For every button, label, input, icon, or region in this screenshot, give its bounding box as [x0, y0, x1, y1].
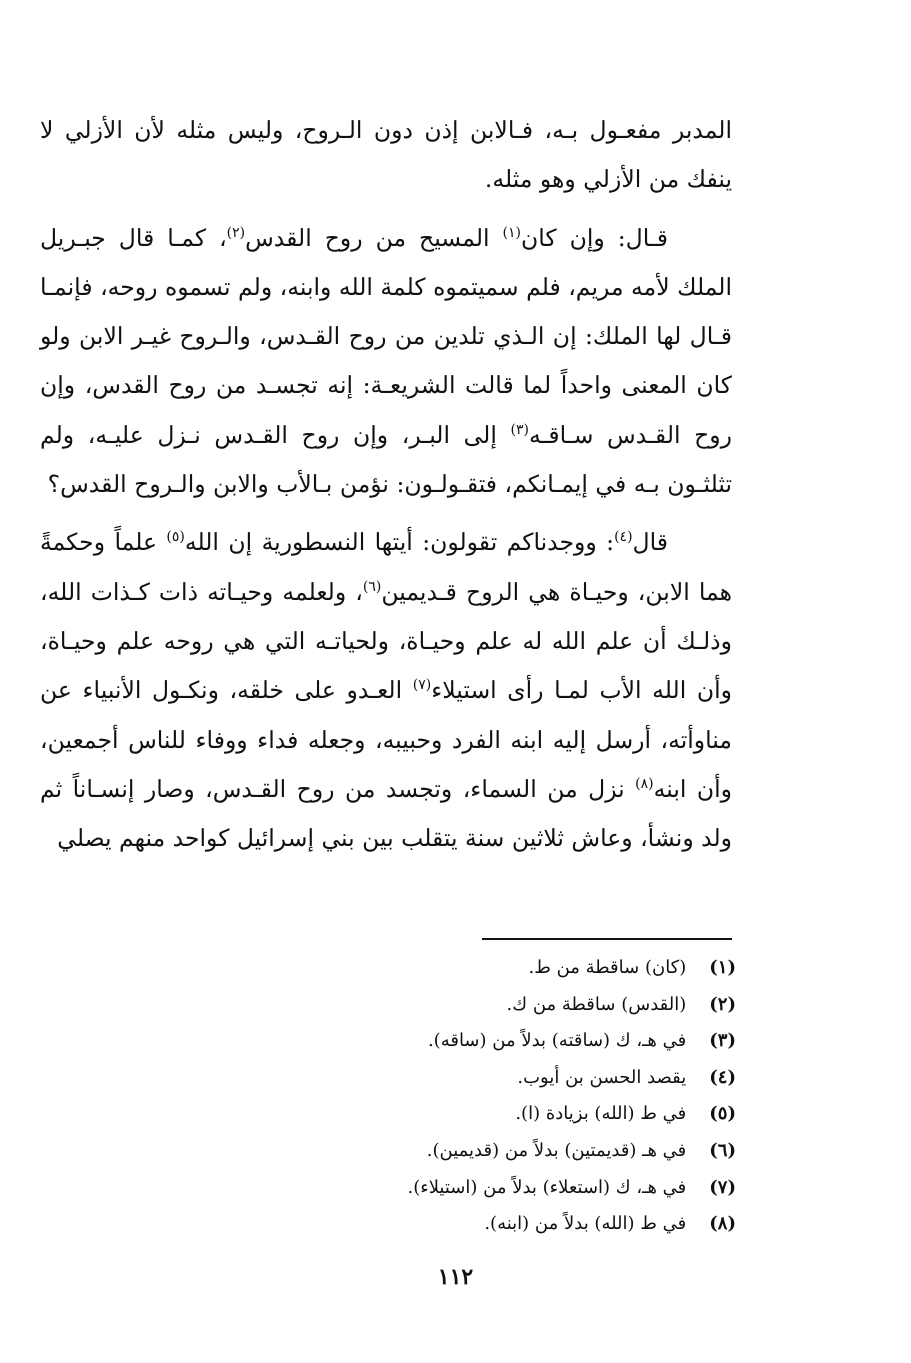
text-run: المسيح من روح القدس	[245, 223, 503, 252]
footnote-ref: (٨)	[635, 776, 654, 793]
footnote-item	[300, 1060, 736, 1097]
footnote-text: في ط (الله) بدلاً من (ابنه).	[484, 1213, 687, 1235]
main-text	[40, 106, 732, 863]
footnote-ref: (٧)	[412, 677, 432, 694]
footnote-ref: (٦)	[362, 578, 382, 595]
paragraph-3	[40, 518, 732, 863]
text-run: علماً وحكمةً هما الابن، وحيـاة هي الروح قـديمين	[40, 528, 732, 606]
footnote-divider	[482, 938, 732, 940]
footnote-text: يقصد الحسن بن أيوب.	[517, 1066, 687, 1088]
text-run: إلى البـر، وإن روح القـدس نـزل عليـه، ولم تثلثـون بـه في إيمـانكم، فتقـولـون: نؤمن بـالأب والابن والـروح القدس؟	[40, 420, 732, 499]
page-number: ١١٢	[437, 1264, 474, 1290]
footnote-number: (٢)	[709, 993, 736, 1015]
footnote-ref: (٤)	[614, 529, 633, 546]
footnote-text: (القدس) ساقطة من ك.	[506, 993, 687, 1015]
footnote-number: (٣)	[709, 1030, 736, 1052]
footnote-text: (كان) ساقطة من ط.	[528, 957, 687, 978]
footnotes	[300, 950, 736, 1243]
footnote-item	[300, 1096, 736, 1133]
paragraph-2	[40, 214, 732, 510]
footnote-number: (٦)	[709, 1139, 736, 1161]
footnote-number: (٧)	[709, 1176, 736, 1198]
footnote-number: (٤)	[709, 1066, 736, 1088]
footnote-item	[300, 1133, 736, 1170]
text-run: : ووجدناكم تقولون: أيتها النسطورية إن الله	[184, 528, 615, 557]
footnote-text: في ط (الله) بزيادة (ا).	[515, 1103, 687, 1125]
footnote-item	[300, 987, 736, 1024]
footnote-ref: (٢)	[226, 224, 246, 241]
paragraph-1	[40, 106, 732, 205]
footnote-text: في هـ، ك (ساقته) بدلاً من (ساقه).	[427, 1030, 687, 1052]
text-run: العـدو على خلقه، ونكـول الأنبياء عن مناوأته، أرسل إليه ابنه الفرد وحبيبه، وجعله فداء ووفاء للناس أجمعين، وأن ابنه	[40, 676, 732, 803]
text-run: المدبر مفعـول بـه، فـالابن إذن دون الـروح، وليس مثله لأن الأزلي لا ينفك من الأزلي وهو مثله.	[40, 116, 732, 194]
footnote-item	[300, 950, 736, 987]
footnote-item	[300, 1023, 736, 1060]
footnote-ref: (١)	[502, 224, 521, 241]
footnote-text: في هـ (قديمتين) بدلاً من (قديمين).	[426, 1139, 687, 1161]
footnote-number: (٨)	[709, 1213, 736, 1235]
footnote-number: (٥)	[709, 1103, 736, 1125]
footnote-ref: (٥)	[166, 529, 185, 546]
text-run: ، ولعلمه وحيـاته ذات كـذات الله، وذلـك أن علم الله له علم وحيـاة، ولحياتـه التي هي روحه علم وحيـاة، وأن الله الأب لمـا رأى استيلاء	[40, 577, 732, 705]
text-run: قـال: وإن كان	[521, 223, 668, 252]
footnote-number: (١)	[709, 957, 736, 978]
text-run: قال	[632, 528, 669, 557]
footnote-item	[300, 1206, 736, 1243]
footnote-item	[300, 1170, 736, 1207]
text-run: نزل من السماء، وتجسد من روح القـدس، وصار إنسـاناً ثم ولد ونشأ، وعاش ثلاثين سنة يتقلب بين بني إسرائيل كواحد منهم يصلي	[40, 774, 732, 853]
text-run: ، كمـا قال جبـريل الملك لأمه مريم، فلم سميتموه كلمة الله وابنه، ولم تسموه روحه، فإنمـا قـال لها الملك: إن الـذي تلدين من روح القـدس، والـروح غيـر الابن ولو كان المعنى واحداً لما قالت الشريعـة: إنه تجسـد من روح القدس، وإن روح القـدس سـاقـه	[40, 223, 732, 449]
footnote-text: في هـ، ك (استعلاء) بدلاً من (استيلاء).	[407, 1176, 687, 1198]
footnote-ref: (٣)	[510, 421, 529, 438]
